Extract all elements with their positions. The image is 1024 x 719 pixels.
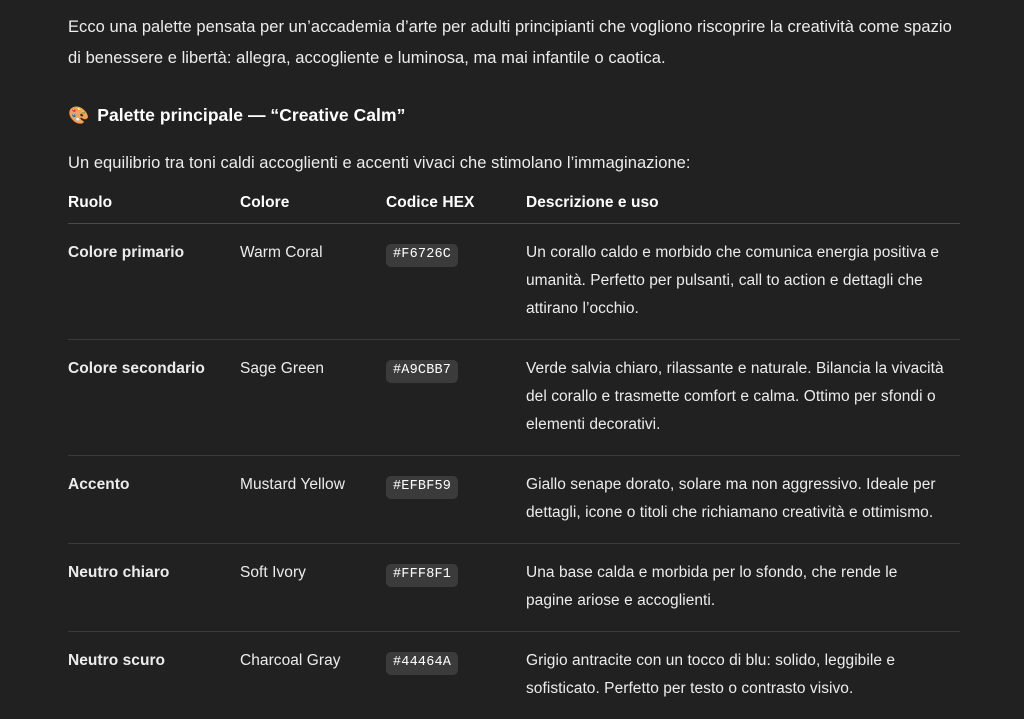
color-description: Un corallo caldo e morbido che comunica energia positiva e umanità. Perfetto per pulsanti, call to action e dettagli che attirano l’occhio. <box>526 224 960 340</box>
palette-table-head <box>68 194 960 224</box>
column-header-colore: Colore <box>240 194 386 224</box>
color-name: Warm Coral <box>240 224 386 340</box>
role-label: Accento <box>68 456 240 544</box>
hex-code-chip[interactable]: #44464A <box>386 652 458 675</box>
column-header-codice-hex: Codice HEX <box>386 194 526 224</box>
column-header-ruolo: Ruolo <box>68 194 240 224</box>
palette-table <box>68 194 960 719</box>
color-name: Soft Ivory <box>240 544 386 632</box>
color-name: Sage Green <box>240 340 386 456</box>
hex-code-cell <box>386 544 526 632</box>
role-label: Neutro chiaro <box>68 544 240 632</box>
section-heading <box>68 102 964 128</box>
palette-table-body <box>68 224 960 719</box>
section-heading-text: Palette principale — “Creative Calm” <box>97 102 405 128</box>
table-header-row <box>68 194 960 224</box>
color-name: Mustard Yellow <box>240 456 386 544</box>
hex-code-cell <box>386 456 526 544</box>
color-description: Verde salvia chiaro, rilassante e naturale. Bilancia la vivacità del corallo e trasmette comfort e calma. Ottimo per sfondi o elementi decorativi. <box>526 340 960 456</box>
intro-paragraph: Ecco una palette pensata per un’accademia d’arte per adulti principianti che vogliono riscoprire la creatività come spazio di benessere e libertà: allegra, accogliente e luminosa, ma mai infantile o caotica. <box>68 12 964 74</box>
artist-palette-emoji: 🎨 <box>68 107 89 124</box>
hex-code-chip[interactable]: #FFF8F1 <box>386 564 458 587</box>
hex-code-chip[interactable]: #A9CBB7 <box>386 360 458 383</box>
hex-code-cell <box>386 632 526 719</box>
color-description: Una base calda e morbida per lo sfondo, che rende le pagine ariose e accoglienti. <box>526 544 960 632</box>
color-description: Giallo senape dorato, solare ma non aggressivo. Ideale per dettagli, icone o titoli che richiamano creatività e ottimismo. <box>526 456 960 544</box>
table-row <box>68 456 960 544</box>
role-label: Neutro scuro <box>68 632 240 719</box>
color-description: Grigio antracite con un tocco di blu: solido, leggibile e sofisticato. Perfetto per testo o contrasto visivo. <box>526 632 960 719</box>
hex-code-cell <box>386 340 526 456</box>
table-row <box>68 544 960 632</box>
table-row <box>68 224 960 340</box>
role-label: Colore secondario <box>68 340 240 456</box>
role-label: Colore primario <box>68 224 240 340</box>
hex-code-cell <box>386 224 526 340</box>
hex-code-chip[interactable]: #F6726C <box>386 244 458 267</box>
section-lead-text: Un equilibrio tra toni caldi accoglienti e accenti vivaci che stimolano l’immaginazione: <box>68 149 964 177</box>
hex-code-chip[interactable]: #EFBF59 <box>386 476 458 499</box>
color-name: Charcoal Gray <box>240 632 386 719</box>
table-row <box>68 632 960 719</box>
column-header-descrizione: Descrizione e uso <box>526 194 960 224</box>
table-row <box>68 340 960 456</box>
